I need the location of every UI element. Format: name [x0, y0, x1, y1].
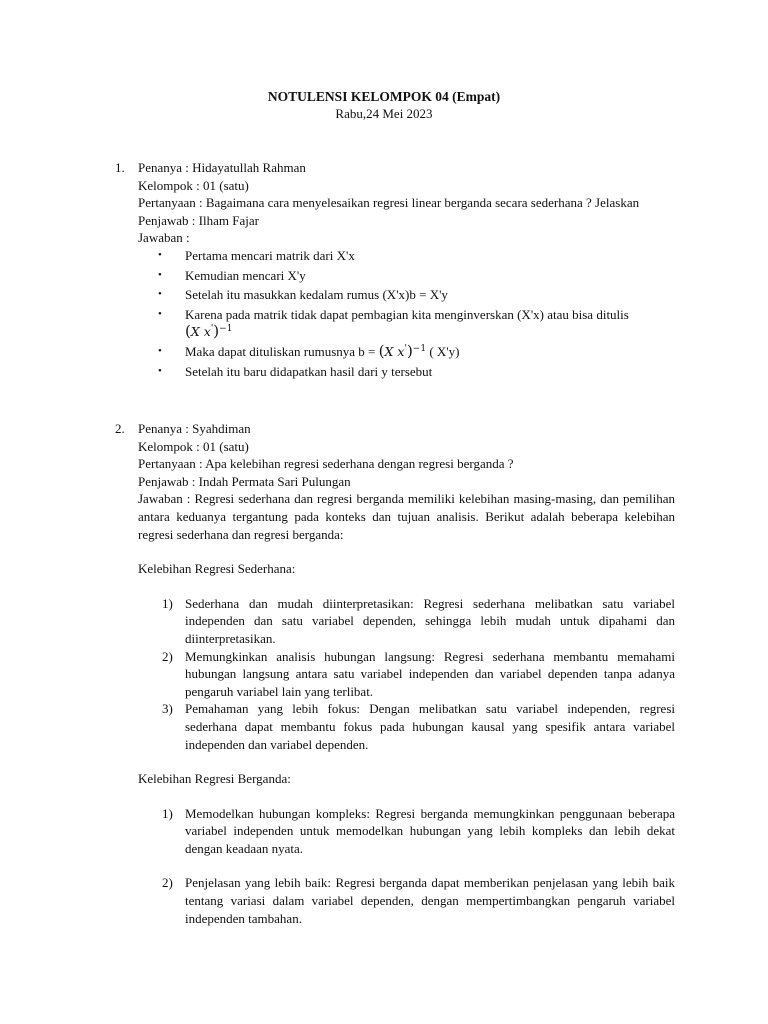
list-item	[138, 595, 675, 648]
bullet-item	[138, 363, 675, 381]
list-item-number: 3)	[162, 701, 173, 717]
bullet-icon: •	[158, 344, 162, 357]
bullet-text: Setelah itu baru didapatkan hasil dari y tersebut	[185, 363, 433, 379]
bullet-icon: •	[158, 364, 162, 377]
bullet-icon: •	[158, 248, 162, 261]
bullet-item	[138, 286, 675, 304]
question-1-block	[115, 159, 675, 380]
list-item-text: Sederhana dan mudah diinterpretasikan: Regresi sederhana melibatkan satu variabel independen dan satu variabel dependen, sehingga lebih mudah untuk dipahami dan diinterpretasikan.	[185, 595, 675, 646]
list-item	[138, 874, 675, 927]
list-item-number: 2)	[162, 875, 173, 891]
penanya-line: Penanya : Hidayatullah Rahman	[138, 160, 306, 175]
list-item	[138, 805, 675, 858]
document-title: NOTULENSI KELOMPOK 04 (Empat)	[267, 89, 501, 104]
jawaban-paragraph: Jawaban : Regresi sederhana dan regresi berganda memiliki kelebihan masing-masing, dan pemilihan antara keduanya tergantung pada konteks dan tujuan analisis. Berikut adalah beberapa kelebihan regresi sederhana dan regresi berganda:	[138, 491, 675, 542]
pertanyaan-line: Pertanyaan : Apa kelebihan regresi sederhana dengan regresi berganda ?	[138, 456, 514, 472]
jawaban-bullet-list	[138, 247, 675, 380]
document-date: Rabu,24 Mei 2023	[335, 106, 433, 121]
list-item-number: 1)	[162, 805, 173, 821]
question-number: 1.	[115, 160, 125, 175]
inverse-formula: (X x')$^{-1}$	[185, 322, 233, 341]
list-item-text: Memungkinkan analisis hubungan langsung: Regresi sederhana membantu memahami hubungan langsung antara satu variabel independen dan variabel dependen tanpa adanya pengaruh variabel lain yang terlibat.	[185, 648, 675, 699]
formula-suffix: ( X'y)	[429, 343, 460, 359]
jawaban-label: Jawaban :	[138, 230, 190, 246]
question-2-content	[138, 420, 675, 927]
list-item-text: Penjelasan yang lebih baik: Regresi berganda dapat memberikan penjelasan yang lebih baik tentang variasi dalam variabel dependen, dengan mempertimbangkan pengaruh variabel independen tambahan.	[185, 875, 675, 926]
question-2-block	[115, 420, 675, 927]
pertanyaan-line: Pertanyaan : Bagaimana cara menyelesaikan regresi linear berganda secara sederhana ? Jelaskan	[138, 195, 640, 211]
bullet-item	[138, 267, 675, 285]
bullet-item	[138, 306, 675, 341]
list-item-number: 1)	[162, 595, 173, 611]
bullet-text: Pertama mencari matrik dari X'x	[185, 247, 355, 263]
kelompok-line: Kelompok : 01 (satu)	[138, 438, 249, 454]
kelompok-line: Kelompok : 01 (satu)	[138, 177, 249, 193]
penanya-line: Penanya : Syahdiman	[138, 421, 251, 436]
question-number: 2.	[115, 421, 125, 436]
berganda-list	[138, 874, 675, 927]
bullet-text: Kemudian mencari X'y	[185, 267, 306, 283]
bullet-text: Setelah itu masukkan kedalam rumus (X'x)b = X'y	[185, 287, 448, 303]
bullet-item	[138, 247, 675, 265]
list-item-number: 2)	[162, 648, 173, 664]
penjawab-line: Penjawab : Indah Permata Sari Pulungan	[138, 473, 351, 489]
bullet-icon: •	[158, 307, 162, 320]
list-item-text: Pemahaman yang lebih fokus: Dengan melibatkan satu variabel independen, regresi sederhana dapat membantu fokus pada hubungan kausal yang spesifik antara variabel independen dan variabel dependen.	[185, 701, 675, 752]
inverse-formula: (X x')$^{-1}$	[378, 341, 427, 360]
sederhana-heading: Kelebihan Regresi Sederhana:	[138, 561, 296, 577]
list-item	[138, 648, 675, 701]
bullet-text: Karena pada matrik tidak dapat pembagian kita menginverskan (X'x) atau bisa ditulis	[185, 306, 629, 322]
berganda-list	[138, 805, 675, 858]
bullet-icon: •	[158, 288, 162, 301]
sederhana-list	[138, 595, 675, 753]
bullet-icon: •	[158, 268, 162, 281]
bullet-item	[138, 343, 675, 361]
question-1-content	[138, 159, 675, 380]
list-item	[138, 700, 675, 753]
berganda-heading: Kelebihan Regresi Berganda:	[138, 771, 291, 787]
list-item-text: Memodelkan hubungan kompleks: Regresi berganda memungkinkan penggunaan beberapa variabel independen untuk memodelkan hubungan yang lebih kompleks dan lebih dekat dengan keadaan nyata.	[185, 805, 675, 856]
penjawab-line: Penjawab : Ilham Fajar	[138, 212, 259, 228]
bullet-text: Maka dapat dituliskan rumusnya b =	[185, 343, 376, 359]
